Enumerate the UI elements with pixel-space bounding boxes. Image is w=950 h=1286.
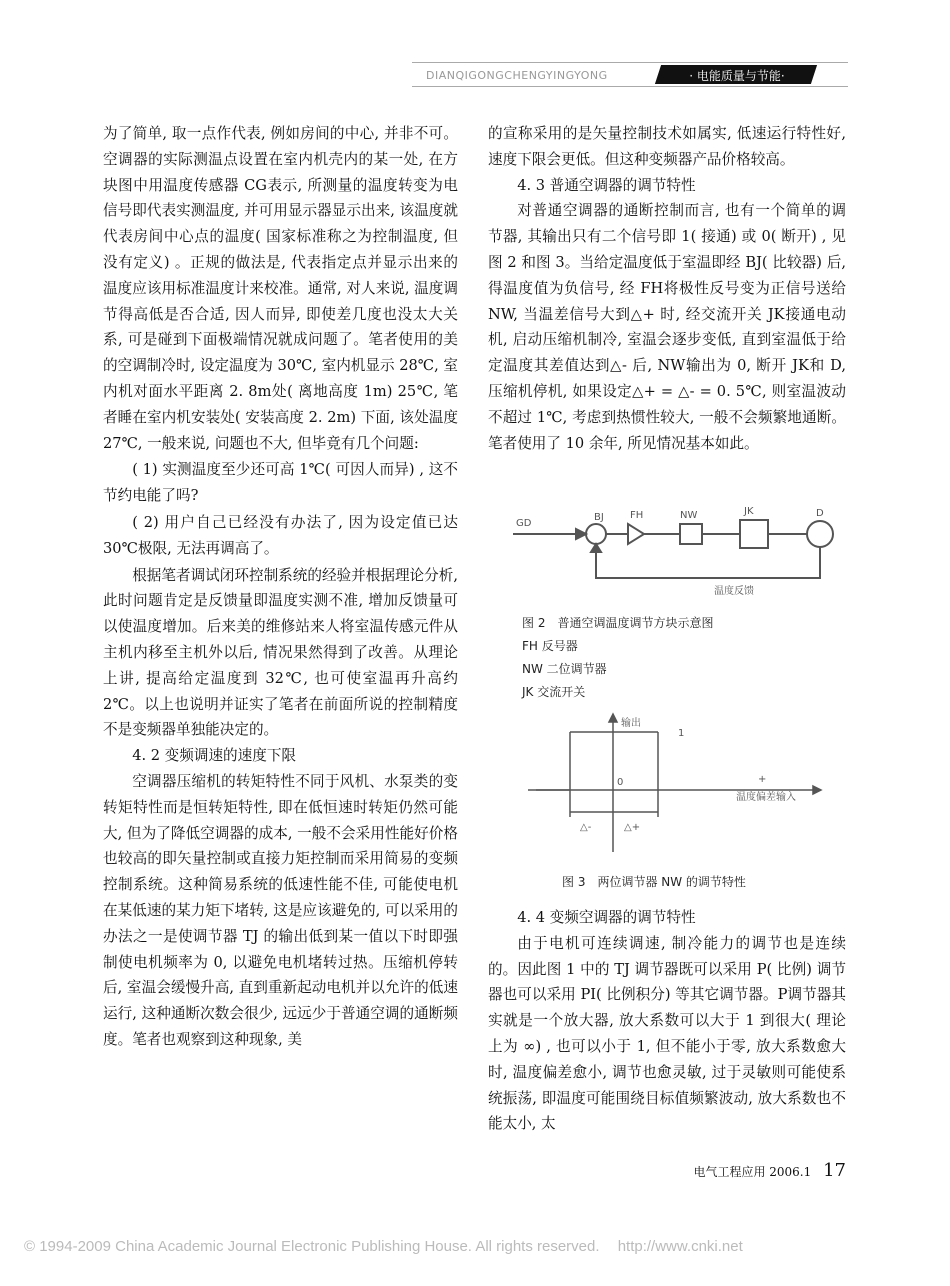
label-fh: FH [630,510,644,521]
list-item: ( 2) 用户自己已经没有办法了, 因为设定值已达 30℃极限, 无法再调高了。 [103,513,458,557]
label-d: D [816,508,824,519]
left-column [103,121,458,1053]
header-latin-title: DIANQIGONGCHENGYINGYONG [426,69,608,82]
copyright-url[interactable]: http://www.cnki.net [617,1238,743,1255]
label-delta-plus: △+ [624,822,641,833]
arrow-icon [591,544,601,552]
label-one: 1 [678,728,685,739]
label-feedback: 温度反馈 [714,586,754,597]
inverter-triangle [628,524,644,544]
paragraph: 根据笔者调试闭环控制系统的经验并根据理论分析, 此时问题肯定是反馈量即温度实测不准, 增加反馈量可以使温度增加。后来美的维修站来人将室温传感元件从主机内移至主机外以后, 情况果然得到了改善。从理论上讲, 提高给定温度到 32℃, 也可使室温再升高约 2℃。以上也说明并证实了笔者在前面所说的控制精度不是变频器单独能决定的。 [103,566,458,739]
legend-item: JK 交流开关 [522,685,586,699]
arrow-icon [813,786,821,794]
motor-circle [807,521,833,547]
label-bj: BJ [594,512,604,523]
label-gd: GD [516,518,532,529]
label-jk: JK [744,506,754,517]
nw-block [680,524,702,544]
legend-item: FH 反号器 [522,639,578,653]
paragraph: 的宣称采用的是矢量控制技术如属实, 低速运行特性好, 速度下限会更低。但这种变频器产品价格较高。 [488,125,846,168]
label-output: 输出 [621,718,641,729]
label-nw: NW [680,510,698,521]
running-header [412,62,848,88]
page-number: 17 [823,1160,846,1181]
jk-block [740,520,768,548]
copyright-notice [24,1238,934,1255]
journal-issue: 电气工程应用 2006.1 [693,1165,812,1179]
paragraph: 空调器压缩机的转矩特性不同于风机、水泵类的变转矩特性而是恒转矩特性, 即在低恒速时转矩仍然可能大, 但为了降低空调器的成本, 一般不会采用性能好价格也较高的即矢量控制或直接力矩控制而采用简易的变频控制系统。这种简易系统的低速性能不佳, 可能使电机在某低速的某力矩下堵转, 这是应该避免的, 可以采用的办法之一是使调节器 TJ 的输出低到某一值以下时即强制使电机频率为 0, 以避免电机堵转过热。压缩机停转后, 室温会缓慢升高, 直到重新起动电机并以允许的低速运行, 这种通断次数会很少, 远远少于普通空调的通断频度。笔者也观察到这种现象, 美 [103,772,458,1048]
feedback-line [596,547,820,578]
paragraph: 由于电机可连续调速, 制冷能力的调节也是连续的。因此图 1 中的 TJ 调节器既可以采用 P( 比例) 调节器也可以采用 PI( 比例积分) 等其它调节器。P调节器其实就是一个放大器, 放大系数可以大于 1 到很大( 理论上为 ∞) , 也可以小于 1, 但不能小于零, 放大系数愈大时, 温度偏差愈小, 调节也愈灵敏, 过于灵敏则可能使系统振荡, 即温度可能围绕目标值频繁波动, 放大系数也不能太小, 太 [488,934,846,1133]
copyright-text: © 1994-2009 China Academic Journal Electronic Publishing House. All rights reserved. [24,1238,600,1255]
figure-3-characteristic-plot [518,712,848,860]
legend-item: NW 二位调节器 [522,662,607,676]
label-plus: + [758,774,767,785]
arrow-icon [609,714,617,722]
section-heading: 4. 3 普通空调器的调节特性 [517,176,696,194]
section-title: · 电能质量与节能· [689,69,785,83]
header-rule-bottom [412,86,848,87]
list-item: ( 1) 实测温度至少还可高 1℃( 可因人而异) , 这不节约电能了吗? [103,461,458,505]
label-zero: 0 [617,777,624,788]
page-footer [693,1160,846,1181]
figure-3-caption: 图 3 两位调节器 NW 的调节特性 [562,875,746,889]
header-rule-top [412,62,848,63]
arrow-icon [576,529,586,539]
section-heading: 4. 4 变频空调器的调节特性 [517,909,696,926]
right-column-lower [488,905,846,1137]
right-column [488,121,846,456]
paragraph: 对普通空调器的通断控制而言, 也有一个简单的调节器, 其输出只有二个信号即 1( 接通) 或 0( 断开) , 见图 2 和图 3。当给定温度低于室温即经 BJ( 比较器) 后, 得温度值为负信号, 经 FH将极性反号变为正信号送给 NW, 当温差信号大到△+ 时, 经交流开关 JK接通电动机, 启动压缩机制冷, 室温会逐步变低, 直到室温低于给定温度其差值达到△- 后, NW输出为 0, 断开 JK和 D, 压缩机停机, 如果设定△+ = △- = 0. 5℃, 则室温波动不超过 1℃, 考虑到热惯性较大, 一般不会频繁地通断。笔者使用了 10 余年, 所见情况基本如此。 [488,202,846,452]
figure-2-block-diagram [508,498,838,608]
label-input: 温度偏差输入 [736,792,796,803]
paragraph: 为了简单, 取一点作代表, 例如房间的中心, 并非不可。空调器的实际测温点设置在室内机壳内的某一处, 在方块图中用温度传感器 CG表示, 所测量的温度转变为电信号即代表实测温度, 并可用显示器显示出来, 该温度就代表房间中心点的温度( 国家标准称之为控制温度, 但没有定义) 。正规的做法是, 代表指定点并显示出来的温度应该用标准温度计来校准。通常, 对人来说, 温度调节得高低是否合适, 因人而异, 即使差几度也没太大关系, 可是碰到下面极端情况就成问题了。笔者使用的美的空调制冷时, 设定温度为 30℃, 室内机显示 28℃, 室内机对面水平距离 2. 8m处( 离地高度 1m) 25℃, 笔者睡在室内机安装处( 安装高度 2. 2m) 下面, 该处温度 27℃, 一般来说, 问题也不大, 但毕竟有几个问题: [103,125,458,452]
label-delta-minus: △- [580,822,592,833]
comparator-circle [586,524,606,544]
section-heading: 4. 2 变频调速的速度下限 [132,747,297,765]
figure-2-caption: 图 2 普通空调温度调节方块示意图 [522,616,714,630]
